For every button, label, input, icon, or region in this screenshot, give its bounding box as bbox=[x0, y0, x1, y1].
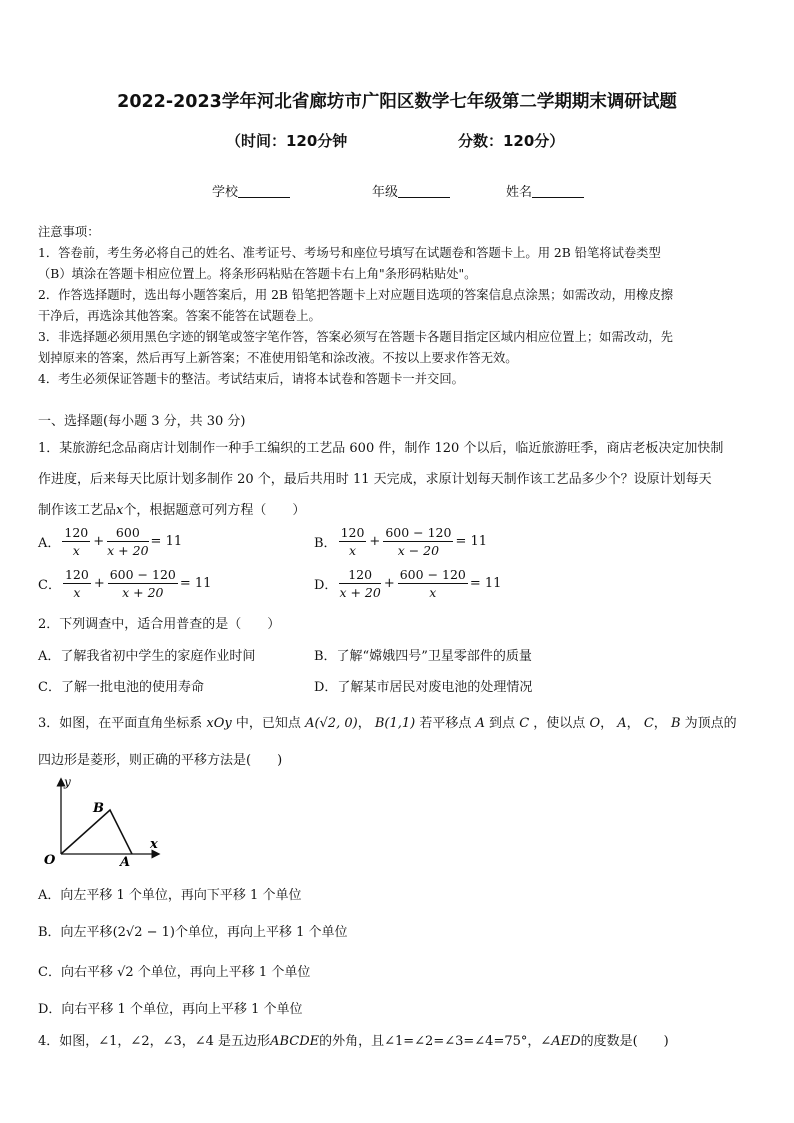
q3-point-a: A(√2, 0) bbox=[305, 716, 358, 731]
q4-angle: AED bbox=[551, 1034, 581, 1049]
y-label: y bbox=[64, 775, 71, 789]
option-expr: √2 bbox=[117, 965, 134, 980]
q3-var: A bbox=[617, 716, 627, 731]
notice-line: 划掉原来的答案，然后再写上新答案；不准使用铅笔和涂改液。不按以上要求作答无效。 bbox=[38, 351, 518, 365]
q3-text: 到点 bbox=[489, 716, 516, 731]
q1-option-a[interactable]: A． $\frac{120}{x}$ + $\frac{600}{x + 20}$ = 11 bbox=[38, 525, 183, 558]
q4-text: 的度数是( ) bbox=[580, 1034, 669, 1049]
equation-rhs: = 11 bbox=[469, 576, 502, 591]
grade-blank[interactable] bbox=[398, 185, 450, 198]
name-field[interactable] bbox=[506, 181, 584, 200]
q3-option-c[interactable] bbox=[38, 961, 310, 980]
q3-var: C bbox=[519, 716, 530, 731]
q1-line: 1．某旅游纪念品商店计划制作一种手工编织的工艺品 600 件，制作 120 个以后，临近旅游旺季，商店老板决定加快制 bbox=[38, 441, 724, 456]
equation-rhs: = 11 bbox=[150, 534, 183, 549]
q1-line: 作进度，后来每天比原计划多制作 20 个，最后共用时 11 天完成，求原计划每天制作该工艺品多少个？设原计划每天 bbox=[38, 472, 712, 487]
name-label: 姓名 bbox=[506, 185, 533, 200]
notice-line: （B）填涂在答题卡相应位置上。将条形码粘贴在答题卡右上角"条形码粘贴处"。 bbox=[38, 267, 477, 281]
name-blank[interactable] bbox=[532, 185, 584, 198]
q3-text: 3．如图，在平面直角坐标系 bbox=[38, 716, 203, 731]
q3-var: C bbox=[643, 716, 654, 731]
q2-option-a[interactable]: A．了解我省初中学生的家庭作业时间 bbox=[38, 649, 256, 664]
school-blank[interactable] bbox=[238, 185, 290, 198]
q2-option-c[interactable]: C．了解一批电池的使用寿命 bbox=[38, 680, 204, 695]
fraction: $\frac{120}{x}$ bbox=[64, 525, 89, 558]
q2-stem: 2．下列调查中，适合用普查的是（ ） bbox=[38, 617, 281, 632]
q1-option-c[interactable]: C． $\frac{120}{x}$ + $\frac{600 - 120}{x + 20}$ = 11 bbox=[38, 567, 212, 600]
q3-line: 四边形是菱形，则正确的平移方法是( ) bbox=[38, 753, 283, 768]
point-a-label: A bbox=[120, 855, 131, 870]
equation-rhs: = 11 bbox=[455, 534, 488, 549]
q4-line bbox=[38, 1030, 669, 1049]
q2-option-d[interactable]: D．了解某市居民对废电池的处理情况 bbox=[314, 680, 533, 695]
fraction: $\frac{120}{x}$ bbox=[340, 525, 365, 558]
equation-rhs: = 11 bbox=[179, 576, 212, 591]
fraction: $\frac{120}{x}$ bbox=[64, 567, 89, 600]
exam-score: 分数：120分） bbox=[458, 132, 565, 150]
option-label: B． bbox=[314, 536, 337, 551]
notice-line: 2．作答选择题时，选出每小题答案后，用 2B 铅笔把答题卡上对应题目选项的答案信息点涂黑；如需改动，用橡皮擦 bbox=[38, 288, 674, 302]
q3-option-a[interactable]: A．向左平移 1 个单位，再向下平移 1 个单位 bbox=[38, 888, 302, 903]
point-b-label: B bbox=[93, 801, 104, 816]
q4-text: 4．如图，∠1，∠2，∠3，∠4 是五边形 bbox=[38, 1034, 271, 1049]
school-label: 学校 bbox=[212, 185, 239, 200]
q3-line: 3．如图，在平面直角坐标系 xOy 中，已知点 A(√2, 0)， B(1,1) 若平移点 A 到点 C ，使以点 O， A， C， B 为顶点的 bbox=[38, 716, 737, 731]
coordinate-figure bbox=[38, 772, 168, 872]
q3-option-d[interactable]: D．向右平移 1 个单位，再向上平移 1 个单位 bbox=[38, 1002, 303, 1017]
school-field[interactable] bbox=[212, 181, 290, 200]
exam-title: 2022-2023学年河北省廊坊市广阳区数学七年级第二学期期末调研试题 bbox=[117, 92, 677, 112]
option-text: 个单位，再向上平移 1 个单位 bbox=[174, 925, 348, 940]
notice-line: 3．非选择题必须用黑色字迹的钢笔或签字笔作答，答案必须写在答题卡各题目指定区域内相应位置上；如需改动，先 bbox=[38, 330, 673, 344]
grade-field[interactable] bbox=[372, 181, 450, 200]
q4-polygon: ABCDE bbox=[270, 1034, 320, 1049]
fraction: $\frac{600 - 120}{x - 20}$ bbox=[385, 525, 452, 558]
q3-point-b: B(1,1) bbox=[374, 716, 416, 731]
option-text: 个单位，再向上平移 1 个单位 bbox=[137, 965, 311, 980]
section-heading: 一、选择题(每小题 3 分，共 30 分) bbox=[38, 414, 246, 429]
q3-text: 为顶点的 bbox=[684, 716, 737, 731]
option-label: C． bbox=[38, 578, 61, 593]
option-label: A． bbox=[38, 536, 61, 551]
grade-label: 年级 bbox=[372, 185, 399, 200]
q1-text: 制作该工艺品 bbox=[38, 503, 117, 518]
q1-var: x bbox=[116, 503, 124, 518]
q3-text: 若平移点 bbox=[419, 716, 472, 731]
fraction: $\frac{600}{x + 20}$ bbox=[107, 525, 149, 558]
q3-var: A bbox=[475, 716, 485, 731]
q1-text: 个，根据题意可列方程（ ） bbox=[123, 503, 306, 518]
q4-text: 的外角，且∠1=∠2=∠3=∠4=75°，∠ bbox=[319, 1034, 552, 1049]
fraction: $\frac{600 - 120}{x + 20}$ bbox=[109, 567, 176, 600]
q3-var: B bbox=[670, 716, 681, 731]
triangle-oba bbox=[61, 810, 132, 854]
option-label: D． bbox=[314, 578, 338, 593]
x-label: x bbox=[150, 837, 158, 852]
q1-option-b[interactable]: B． $\frac{120}{x}$ + $\frac{600 - 120}{x - 20}$ = 11 bbox=[314, 525, 488, 558]
q3-text: ，使以点 bbox=[533, 716, 586, 731]
notice-line: 4．考生必须保证答题卡的整洁。考试结束后，请将本试卷和答题卡一并交回。 bbox=[38, 372, 464, 386]
option-text: B．向左平移 bbox=[38, 925, 113, 940]
q3-var: O bbox=[589, 716, 601, 731]
option-expr: (2√2 − 1) bbox=[112, 925, 175, 940]
q3-text: 中，已知点 bbox=[235, 716, 301, 731]
exam-time: （时间：120分钟 bbox=[226, 132, 348, 150]
fraction: $\frac{120}{x + 20}$ bbox=[339, 567, 381, 600]
q2-option-b[interactable]: B．了解“嫦娥四号”卫星零部件的质量 bbox=[314, 649, 532, 664]
notice-line: 1．答卷前，考生务必将自己的姓名、准考证号、考场号和座位号填写在试题卷和答题卡上。用 2B 铅笔将试卷类型 bbox=[38, 246, 661, 260]
origin-label: O bbox=[44, 853, 56, 868]
option-text: C．向右平移 bbox=[38, 965, 113, 980]
q1-line bbox=[38, 499, 305, 518]
notice-heading: 注意事项： bbox=[38, 225, 100, 239]
q3-coord-system: xOy bbox=[206, 716, 232, 731]
q1-option-d[interactable]: D． $\frac{120}{x + 20}$ + $\frac{600 - 120}{x}$ = 11 bbox=[314, 567, 502, 600]
fraction: $\frac{600 - 120}{x}$ bbox=[399, 567, 466, 600]
notice-line: 干净后，再选涂其他答案。答案不能答在试题卷上。 bbox=[38, 309, 321, 323]
q3-option-b[interactable] bbox=[38, 921, 348, 940]
